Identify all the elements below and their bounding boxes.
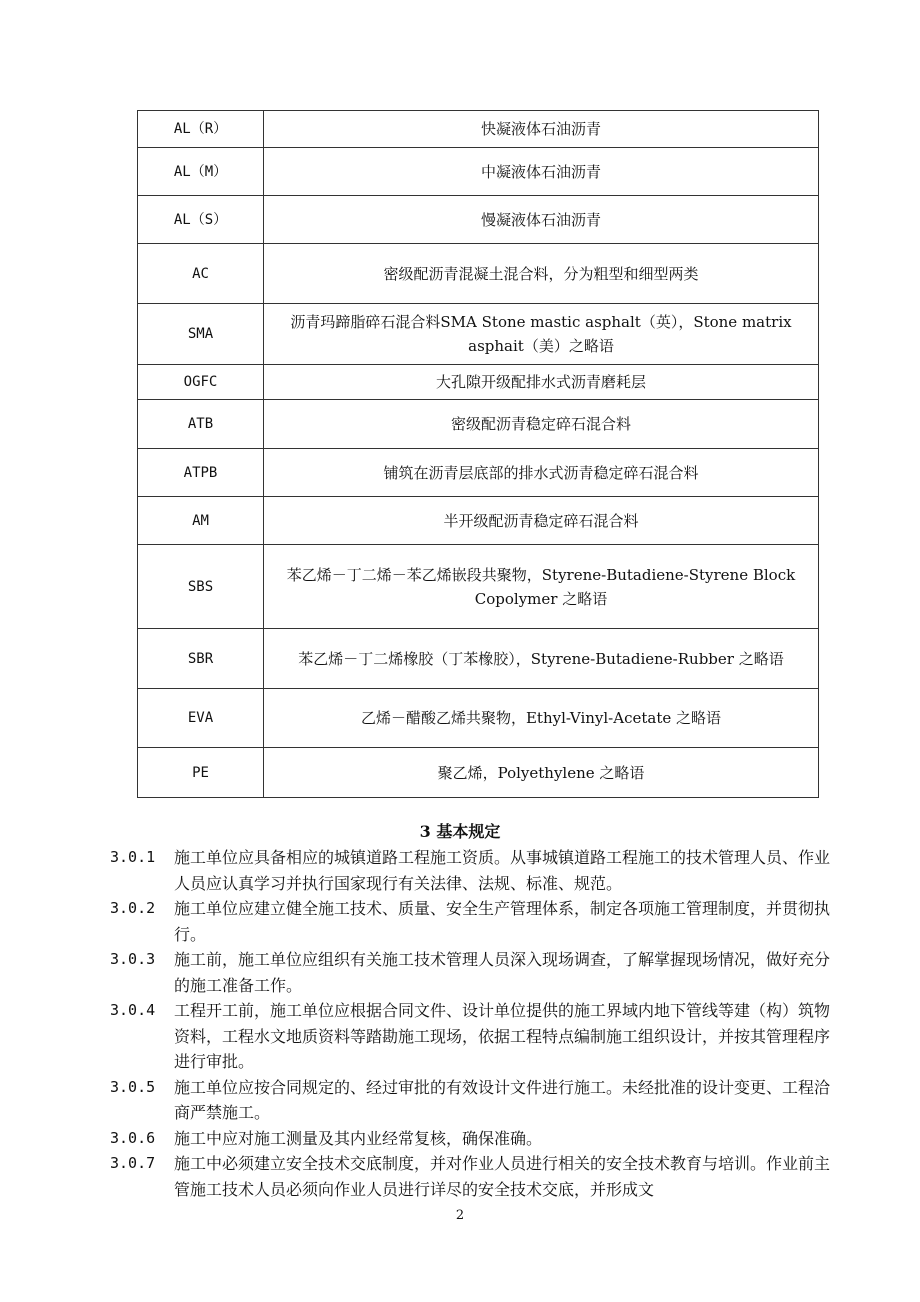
- clause-number: 3.0.1: [110, 848, 156, 866]
- table-row: [138, 400, 819, 449]
- clause-text: 施工单位应按合同规定的、经过审批的有效设计文件进行施工。未经批准的设计变更、工程洽商严禁施工。: [174, 1077, 831, 1122]
- abbreviation-code: SMA: [138, 304, 264, 365]
- clause-text: 施工单位应具备相应的城镇道路工程施工资质。从事城镇道路工程施工的技术管理人员、作业人员应认真学习并执行国家现行有关法律、法规、标准、规范。: [174, 848, 831, 893]
- abbreviation-code: SBR: [138, 629, 264, 689]
- abbreviation-code: AL（S）: [138, 196, 264, 244]
- abbreviation-code: PE: [138, 748, 264, 798]
- table-row: [138, 111, 819, 148]
- clause: [110, 947, 830, 998]
- section-title: 3 基本规定: [419, 822, 501, 841]
- clause-list: [110, 845, 830, 1202]
- table-row: [138, 545, 819, 629]
- clause-text: 施工中必须建立安全技术交底制度，并对作业人员进行相关的安全技术教育与培训。作业前主管施工技术人员必须向作业人员进行详尽的安全技术交底，并形成文: [174, 1154, 831, 1199]
- table-row: [138, 497, 819, 545]
- clause: [110, 1126, 830, 1152]
- abbreviation-description: 慢凝液体石油沥青: [264, 196, 819, 244]
- abbreviation-description: 沥青玛蹄脂碎石混合料SMA Stone mastic asphalt（英），Stone matrix asphait（美）之略语: [264, 304, 819, 365]
- abbreviation-description: 半开级配沥青稳定碎石混合料: [264, 497, 819, 545]
- table-row: [138, 449, 819, 497]
- abbreviation-description: 苯乙烯－丁二烯橡胶（丁苯橡胶），Styrene-Butadiene-Rubber 之略语: [264, 629, 819, 689]
- clause: [110, 845, 830, 896]
- abbreviation-description: 乙烯－醋酸乙烯共聚物，Ethyl-Vinyl-Acetate 之略语: [264, 689, 819, 748]
- table-row: [138, 196, 819, 244]
- page-number: 2: [455, 1208, 465, 1223]
- table-row: [138, 304, 819, 365]
- clause: [110, 998, 830, 1075]
- abbreviation-description: 密级配沥青稳定碎石混合料: [264, 400, 819, 449]
- table-row: [138, 148, 819, 196]
- abbreviation-table: [137, 110, 819, 798]
- abbreviation-description: 中凝液体石油沥青: [264, 148, 819, 196]
- table-row: [138, 629, 819, 689]
- clause-text: 施工中应对施工测量及其内业经常复核，确保准确。: [174, 1128, 543, 1148]
- clause-text: 施工前，施工单位应组织有关施工技术管理人员深入现场调查，了解掌握现场情况，做好充分的施工准备工作。: [174, 950, 831, 995]
- abbreviation-code: SBS: [138, 545, 264, 629]
- clause-number: 3.0.7: [110, 1154, 156, 1172]
- abbreviation-code: ATPB: [138, 449, 264, 497]
- abbreviation-code: AL（R）: [138, 111, 264, 148]
- abbreviation-code: OGFC: [138, 365, 264, 400]
- clause-number: 3.0.3: [110, 950, 156, 968]
- clause: [110, 1151, 830, 1202]
- clause-number: 3.0.6: [110, 1128, 156, 1147]
- clause-text: 工程开工前，施工单位应根据合同文件、设计单位提供的施工界域内地下管线等建（构）筑物资料，工程水文地质资料等踏勘施工现场，依据工程特点编制施工组织设计，并按其管理程序进行审批。: [174, 1001, 831, 1071]
- abbreviation-description: 密级配沥青混凝土混合料，分为粗型和细型两类: [264, 244, 819, 304]
- abbreviation-description: 聚乙烯，Polyethylene 之略语: [264, 748, 819, 798]
- clause: [110, 1075, 830, 1126]
- clause: [110, 896, 830, 947]
- table-row: [138, 689, 819, 748]
- abbreviation-code: AC: [138, 244, 264, 304]
- clause-number: 3.0.4: [110, 1001, 156, 1019]
- table-row: [138, 365, 819, 400]
- abbreviation-description: 大孔隙开级配排水式沥青磨耗层: [264, 365, 819, 400]
- abbreviation-code: EVA: [138, 689, 264, 748]
- clause-number: 3.0.5: [110, 1077, 156, 1096]
- clause-number: 3.0.2: [110, 899, 156, 917]
- abbreviation-code: AL（M）: [138, 148, 264, 196]
- abbreviation-description: 苯乙烯－丁二烯－苯乙烯嵌段共聚物，Styrene-Butadiene-Styrene Block Copolymer 之略语: [264, 545, 819, 629]
- abbreviation-description: 铺筑在沥青层底部的排水式沥青稳定碎石混合料: [264, 449, 819, 497]
- abbreviation-code: ATB: [138, 400, 264, 449]
- table-row: [138, 244, 819, 304]
- clause-text: 施工单位应建立健全施工技术、质量、安全生产管理体系，制定各项施工管理制度，并贯彻执行。: [174, 899, 831, 944]
- abbreviation-code: AM: [138, 497, 264, 545]
- table-row: [138, 748, 819, 798]
- abbreviation-description: 快凝液体石油沥青: [264, 111, 819, 148]
